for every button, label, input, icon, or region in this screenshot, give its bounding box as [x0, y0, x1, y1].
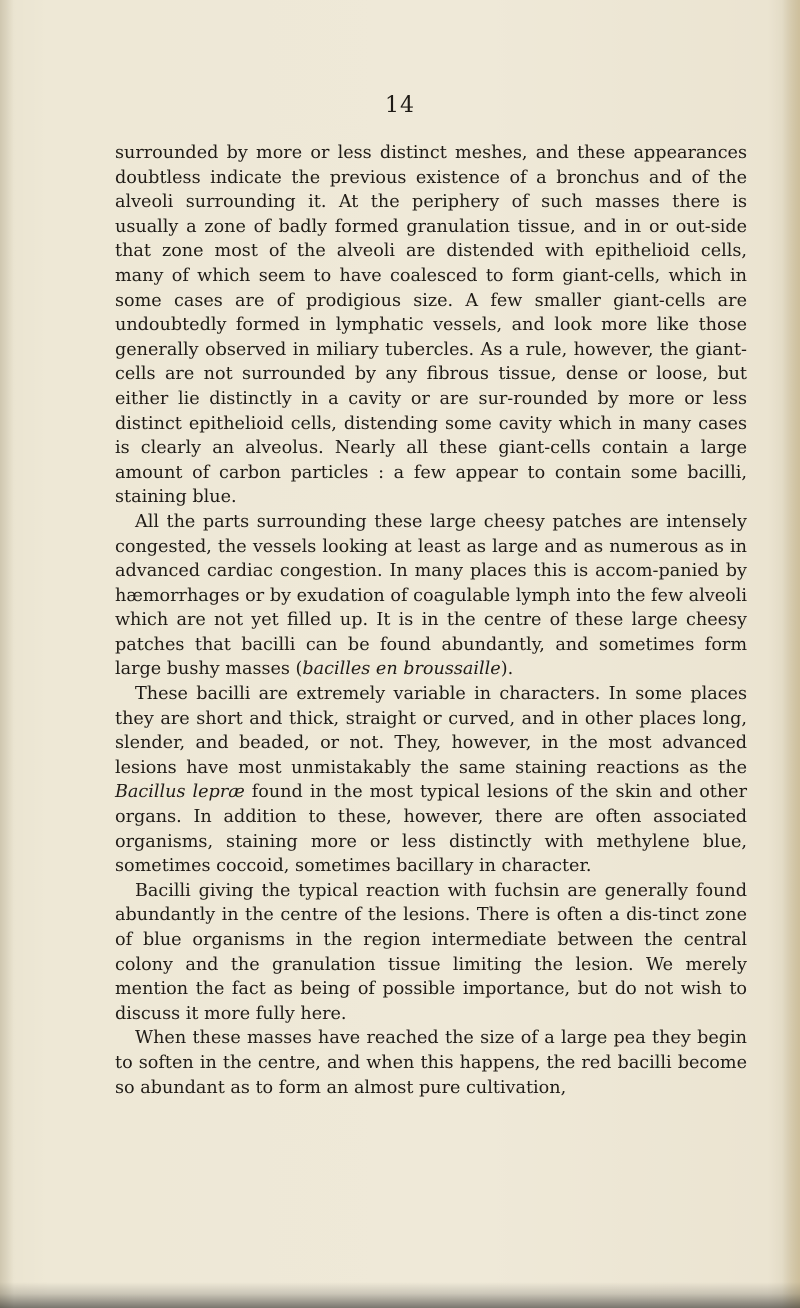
paragraph-2-text: All the parts surrounding these large cheesy patches are intensely congested, the vessels looking at least as large and as numerous as in advanced cardiac congestion. In many places this is accom-panied by hæmorrhages or by exudation of coagulable lymph into the few alveoli which are not yet filled up. It is in the centre of these large cheesy patches that bacilli can be found abundantly, and sometimes form large bushy masses ( — [115, 511, 747, 680]
paragraph-2-text-end: ). — [500, 659, 514, 680]
paragraph-3-text-end: found in the most typical lesions of the skin and other organs. In addition to these, however, there are often associated organisms, staining more or less distinctly with methylene blue, sometimes coccoid, sometimes bacillary in character. — [115, 782, 748, 877]
paragraph-5: When these masses have reached the size of a large pea they begin to soften in the centre, and when this happens, the red bacilli become so abundant as to form an almost pure cultivation, — [115, 1028, 747, 1098]
paragraph-3-italic-term: Bacillus lepræ — [115, 782, 245, 803]
page-number: 14 — [385, 93, 415, 118]
page-right-edge — [782, 0, 800, 1308]
paragraph-3-text: These bacilli are extremely variable in characters. In some places they are short and thick, straight or curved, and in other places long, slender, and beaded, or not. They, however, in the most advanced lesions have most unmistakably the same staining reactions as the — [115, 684, 747, 778]
page-left-edge — [0, 0, 14, 1308]
paragraph-3 — [115, 682, 747, 879]
paragraph-2 — [115, 510, 747, 682]
paragraph-2-italic-term: bacilles en broussaille — [302, 659, 501, 680]
body-text — [115, 141, 747, 1100]
page-bottom-shadow — [0, 1282, 800, 1308]
paragraph-4: Bacilli giving the typical reaction with fuchsin are generally found abundantly in the centre of the lesions. There is often a dis-tinct zone of blue organisms in the region intermediate between the central colony and the granulation tissue limiting the lesion. We merely mention the fact as being of possible importance, but do not wish to discuss it more fully here. — [115, 880, 747, 1024]
paragraph-1: surrounded by more or less distinct meshes, and these appearances doubtless indicate the previous existence of a bronchus and of the alveoli surrounding it. At the periphery of such masses there is usually a zone of badly formed granulation tissue, and in or out-side that zone most of the alveoli are distended with epithelioid cells, many of which seem to have coalesced to form giant-cells, which in some cases are of prodigious size. A few smaller giant-cells are undoubtedly formed in lymphatic vessels, and look more like those generally observed in miliary tubercles. As a rule, however, the giant-cells are not surrounded by any fibrous tissue, dense or loose, but either lie distinctly in a cavity or are sur-rounded by more or less distinct epithelioid cells, distending some cavity which in many cases is clearly an alveolus. Nearly all these giant-cells contain a large amount of carbon particles : a few appear to contain some bacilli, staining blue. — [115, 143, 747, 508]
